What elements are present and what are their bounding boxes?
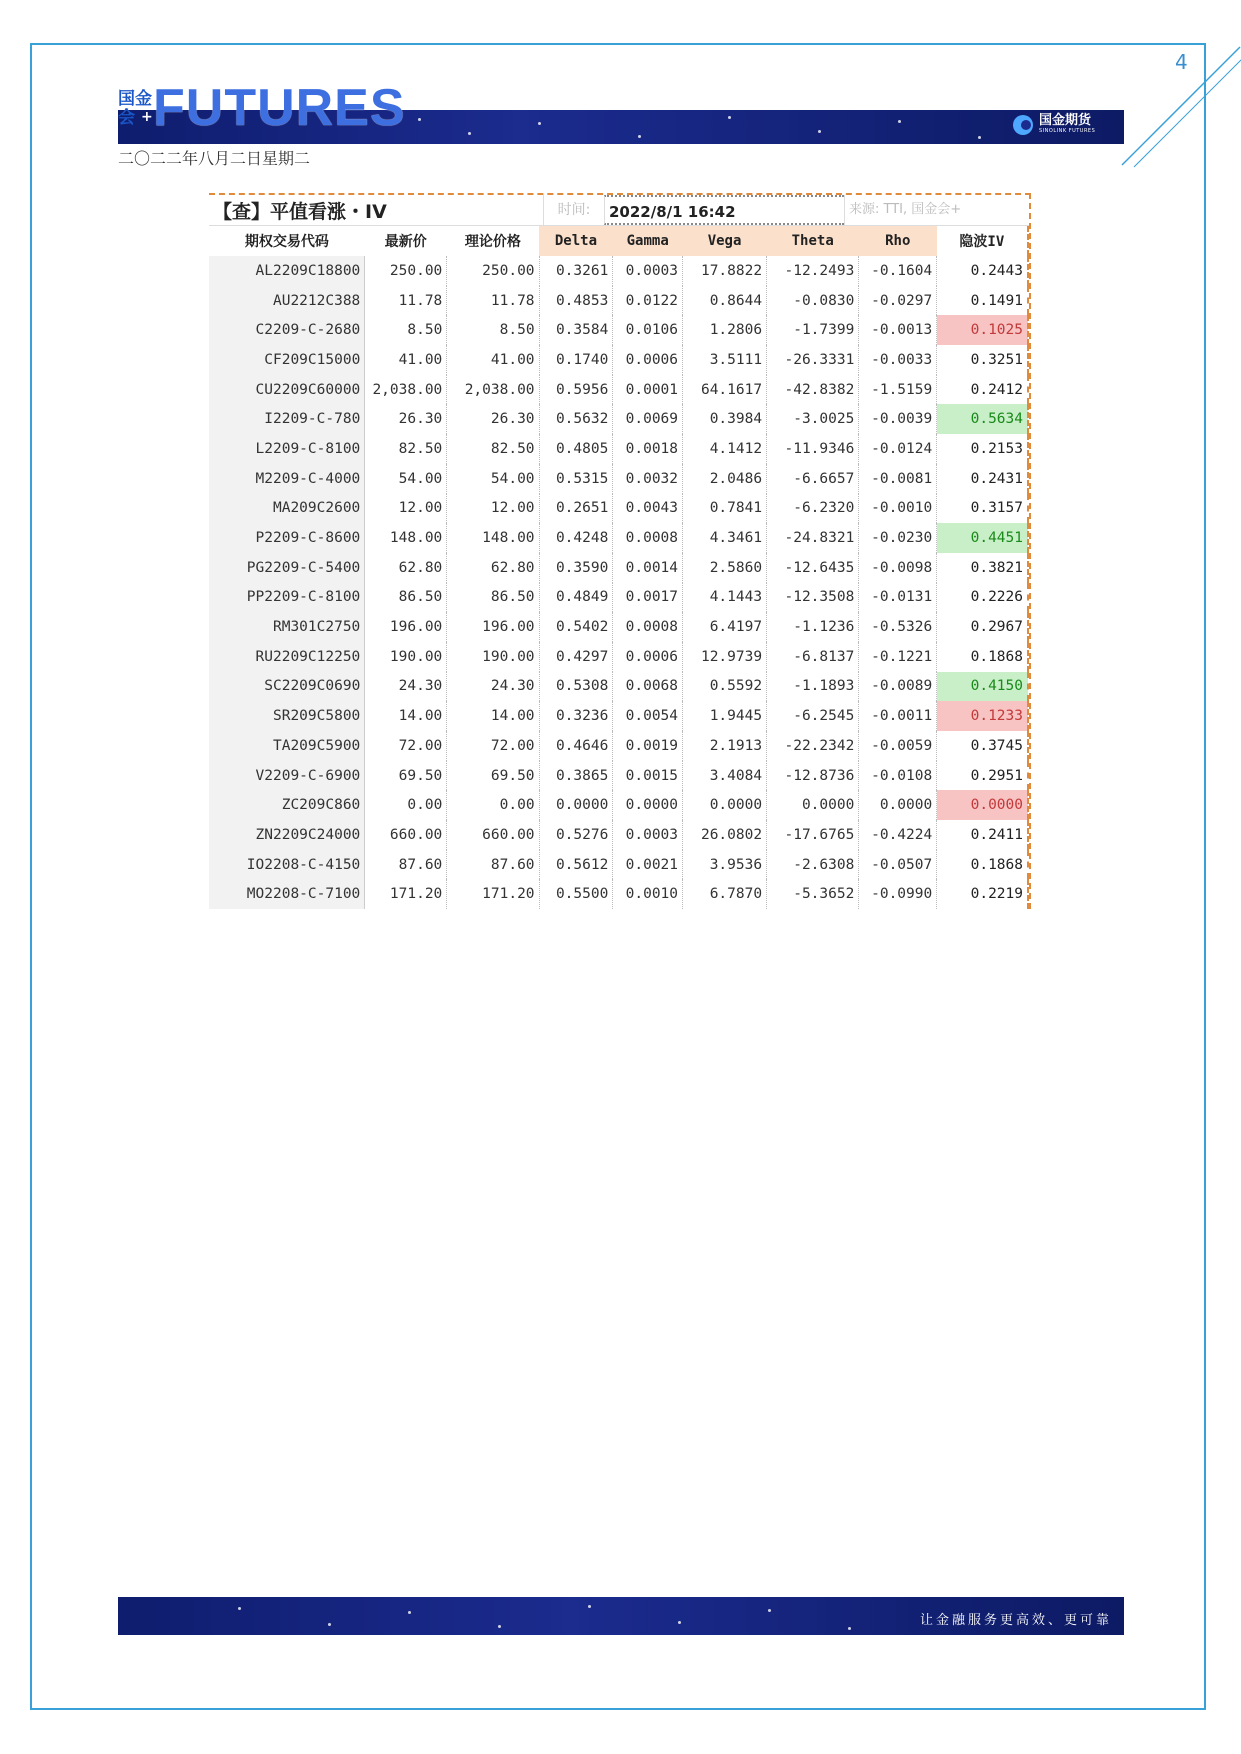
- cell-last: 12.00: [365, 494, 447, 524]
- cell-gamma: 0.0032: [613, 464, 683, 494]
- cell-delta: 0.4853: [539, 286, 613, 316]
- cell-iv: 0.1025: [937, 315, 1028, 345]
- cell-rho: -0.0131: [859, 583, 937, 613]
- cell-vega: 17.8822: [683, 256, 767, 286]
- cell-iv: 0.4150: [937, 672, 1028, 702]
- cell-gamma: 0.0015: [613, 761, 683, 791]
- cell-rho: -0.0297: [859, 286, 937, 316]
- cell-vega: 1.9445: [683, 701, 767, 731]
- cell-last: 2,038.00: [365, 375, 447, 405]
- cell-vega: 0.7841: [683, 494, 767, 524]
- cell-theta: 0.0000: [767, 790, 859, 820]
- cell-iv: 0.1491: [937, 286, 1028, 316]
- cell-theo: 72.00: [447, 731, 539, 761]
- cell-last: 87.60: [365, 850, 447, 880]
- cell-theo: 0.00: [447, 790, 539, 820]
- table-row: [209, 790, 1028, 820]
- cell-theo: 62.80: [447, 553, 539, 583]
- cell-iv: 0.1868: [937, 642, 1028, 672]
- cell-gamma: 0.0010: [613, 879, 683, 909]
- cell-theta: -12.3508: [767, 583, 859, 613]
- cell-rho: -0.0059: [859, 731, 937, 761]
- table-row: [209, 315, 1028, 345]
- table-row: [209, 820, 1028, 850]
- cell-iv: 0.2219: [937, 879, 1028, 909]
- cell-vega: 6.7870: [683, 879, 767, 909]
- cell-last: 11.78: [365, 286, 447, 316]
- cell-theo: 250.00: [447, 256, 539, 286]
- cell-last: 148.00: [365, 523, 447, 553]
- cell-theo: 82.50: [447, 434, 539, 464]
- time-label: 时间:: [543, 195, 604, 225]
- cell-delta: 0.5315: [539, 464, 613, 494]
- cell-gamma: 0.0069: [613, 404, 683, 434]
- cell-iv: 0.0000: [937, 790, 1028, 820]
- cell-delta: 0.5402: [539, 612, 613, 642]
- cell-theo: 11.78: [447, 286, 539, 316]
- cell-theta: -6.8137: [767, 642, 859, 672]
- cell-iv: 0.5634: [937, 404, 1028, 434]
- cell-theo: 171.20: [447, 879, 539, 909]
- cell-theo: 24.30: [447, 672, 539, 702]
- cell-delta: 0.3236: [539, 701, 613, 731]
- cell-theta: -6.2320: [767, 494, 859, 524]
- cell-last: 14.00: [365, 701, 447, 731]
- cell-vega: 4.1443: [683, 583, 767, 613]
- cell-iv: 0.1233: [937, 701, 1028, 731]
- cell-last: 86.50: [365, 583, 447, 613]
- panel-title: 【查】平值看涨・IV: [213, 200, 387, 223]
- cell-vega: 4.1412: [683, 434, 767, 464]
- cell-code: M2209-C-4000: [209, 464, 365, 494]
- cell-gamma: 0.0043: [613, 494, 683, 524]
- cell-iv: 0.1868: [937, 850, 1028, 880]
- cell-iv: 0.2153: [937, 434, 1028, 464]
- cell-code: P2209-C-8600: [209, 523, 365, 553]
- cell-theta: -6.6657: [767, 464, 859, 494]
- cell-vega: 26.0802: [683, 820, 767, 850]
- cell-delta: 0.4297: [539, 642, 613, 672]
- cell-code: I2209-C-780: [209, 404, 365, 434]
- cell-rho: -0.5326: [859, 612, 937, 642]
- cell-theta: -1.7399: [767, 315, 859, 345]
- cell-last: 24.30: [365, 672, 447, 702]
- cell-rho: -0.0098: [859, 553, 937, 583]
- cell-gamma: 0.0001: [613, 375, 683, 405]
- cell-iv: 0.2431: [937, 464, 1028, 494]
- corner-decoration: [1120, 45, 1241, 170]
- table-row: [209, 642, 1028, 672]
- table-row: [209, 553, 1028, 583]
- cell-gamma: 0.0008: [613, 523, 683, 553]
- cell-code: CF209C15000: [209, 345, 365, 375]
- cell-theta: -12.6435: [767, 553, 859, 583]
- cell-code: V2209-C-6900: [209, 761, 365, 791]
- cell-gamma: 0.0006: [613, 345, 683, 375]
- cell-code: ZC209C860: [209, 790, 365, 820]
- cell-iv: 0.2226: [937, 583, 1028, 613]
- cell-code: L2209-C-8100: [209, 434, 365, 464]
- cell-delta: 0.1740: [539, 345, 613, 375]
- cell-delta: 0.4646: [539, 731, 613, 761]
- cell-vega: 4.3461: [683, 523, 767, 553]
- cell-delta: 0.5308: [539, 672, 613, 702]
- report-date: 二〇二二年八月二日星期二: [118, 149, 311, 168]
- cell-vega: 2.1913: [683, 731, 767, 761]
- iv-table: [209, 226, 1029, 909]
- table-row: [209, 672, 1028, 702]
- cell-vega: 0.8644: [683, 286, 767, 316]
- cell-last: 196.00: [365, 612, 447, 642]
- cell-vega: 2.0486: [683, 464, 767, 494]
- table-row: [209, 612, 1028, 642]
- cell-rho: 0.0000: [859, 790, 937, 820]
- cell-iv: 0.4451: [937, 523, 1028, 553]
- cell-theta: -11.9346: [767, 434, 859, 464]
- cell-theo: 54.00: [447, 464, 539, 494]
- cell-iv: 0.3157: [937, 494, 1028, 524]
- cell-theta: -26.3331: [767, 345, 859, 375]
- cell-last: 62.80: [365, 553, 447, 583]
- brand-plus: +: [141, 109, 153, 125]
- cell-last: 0.00: [365, 790, 447, 820]
- table-row: [209, 701, 1028, 731]
- cell-theta: -22.2342: [767, 731, 859, 761]
- cell-code: AU2212C388: [209, 286, 365, 316]
- sinolink-logo: [1013, 114, 1095, 135]
- cell-last: 54.00: [365, 464, 447, 494]
- cell-theta: -12.2493: [767, 256, 859, 286]
- col-header-gamma: Gamma: [613, 226, 683, 256]
- cell-theo: 86.50: [447, 583, 539, 613]
- table-row: [209, 286, 1028, 316]
- cell-last: 8.50: [365, 315, 447, 345]
- cell-gamma: 0.0017: [613, 583, 683, 613]
- cell-theo: 87.60: [447, 850, 539, 880]
- cell-theta: -1.1236: [767, 612, 859, 642]
- cell-gamma: 0.0008: [613, 612, 683, 642]
- cell-delta: 0.5276: [539, 820, 613, 850]
- table-row: [209, 256, 1028, 286]
- cell-gamma: 0.0006: [613, 642, 683, 672]
- cell-delta: 0.4248: [539, 523, 613, 553]
- cell-rho: -1.5159: [859, 375, 937, 405]
- cell-gamma: 0.0014: [613, 553, 683, 583]
- cell-rho: -0.1604: [859, 256, 937, 286]
- cell-theta: -6.2545: [767, 701, 859, 731]
- cell-code: PG2209-C-5400: [209, 553, 365, 583]
- cell-delta: 0.3865: [539, 761, 613, 791]
- table-row: [209, 345, 1028, 375]
- cell-vega: 12.9739: [683, 642, 767, 672]
- cell-delta: 0.4805: [539, 434, 613, 464]
- cell-theta: -5.3652: [767, 879, 859, 909]
- cell-rho: -0.0033: [859, 345, 937, 375]
- cell-rho: -0.0081: [859, 464, 937, 494]
- table-row: [209, 523, 1028, 553]
- cell-last: 250.00: [365, 256, 447, 286]
- cell-vega: 3.9536: [683, 850, 767, 880]
- cell-delta: 0.4849: [539, 583, 613, 613]
- footer-banner: [118, 1597, 1124, 1635]
- cell-code: MO2208-C-7100: [209, 879, 365, 909]
- cell-last: 26.30: [365, 404, 447, 434]
- page-number: 4: [1175, 50, 1188, 74]
- table-header-row: [209, 226, 1028, 256]
- cell-vega: 1.2806: [683, 315, 767, 345]
- cell-theo: 14.00: [447, 701, 539, 731]
- cell-gamma: 0.0018: [613, 434, 683, 464]
- logo-mark-icon: [1013, 115, 1033, 135]
- table-row: [209, 375, 1028, 405]
- cell-code: SR209C5800: [209, 701, 365, 731]
- cell-delta: 0.5500: [539, 879, 613, 909]
- cell-rho: -0.0089: [859, 672, 937, 702]
- cell-code: ZN2209C24000: [209, 820, 365, 850]
- cell-theta: -3.0025: [767, 404, 859, 434]
- cell-gamma: 0.0122: [613, 286, 683, 316]
- source-label: 来源: TTI, 国金会+: [844, 195, 1029, 225]
- cell-gamma: 0.0054: [613, 701, 683, 731]
- cell-code: SC2209C0690: [209, 672, 365, 702]
- cell-last: 41.00: [365, 345, 447, 375]
- cell-rho: -0.0230: [859, 523, 937, 553]
- cell-theo: 26.30: [447, 404, 539, 434]
- cell-vega: 6.4197: [683, 612, 767, 642]
- brand-futures: FUTURES: [153, 79, 406, 137]
- cell-gamma: 0.0068: [613, 672, 683, 702]
- cell-vega: 3.4084: [683, 761, 767, 791]
- cell-iv: 0.2967: [937, 612, 1028, 642]
- cell-gamma: 0.0000: [613, 790, 683, 820]
- cell-vega: 0.3984: [683, 404, 767, 434]
- cell-delta: 0.2651: [539, 494, 613, 524]
- col-header-last: 最新价: [365, 226, 447, 256]
- cell-iv: 0.2443: [937, 256, 1028, 286]
- cell-iv: 0.3821: [937, 553, 1028, 583]
- cell-theo: 190.00: [447, 642, 539, 672]
- panel-title-row: [209, 195, 1029, 226]
- table-row: [209, 731, 1028, 761]
- cell-theta: -17.6765: [767, 820, 859, 850]
- cell-theo: 196.00: [447, 612, 539, 642]
- cell-last: 660.00: [365, 820, 447, 850]
- cell-theo: 69.50: [447, 761, 539, 791]
- cell-iv: 0.3251: [937, 345, 1028, 375]
- cell-code: TA209C5900: [209, 731, 365, 761]
- cell-theta: -0.0830: [767, 286, 859, 316]
- cell-vega: 0.0000: [683, 790, 767, 820]
- table-row: [209, 404, 1028, 434]
- cell-vega: 64.1617: [683, 375, 767, 405]
- table-row: [209, 761, 1028, 791]
- cell-theo: 8.50: [447, 315, 539, 345]
- table-row: [209, 494, 1028, 524]
- cell-last: 72.00: [365, 731, 447, 761]
- cell-delta: 0.3584: [539, 315, 613, 345]
- col-header-delta: Delta: [539, 226, 613, 256]
- col-header-theta: Theta: [767, 226, 859, 256]
- cell-delta: 0.5632: [539, 404, 613, 434]
- cell-code: IO2208-C-4150: [209, 850, 365, 880]
- cell-gamma: 0.0021: [613, 850, 683, 880]
- cell-delta: 0.0000: [539, 790, 613, 820]
- col-header-vega: Vega: [683, 226, 767, 256]
- cell-rho: -0.0507: [859, 850, 937, 880]
- table-row: [209, 850, 1028, 880]
- cell-theo: 660.00: [447, 820, 539, 850]
- cell-theo: 41.00: [447, 345, 539, 375]
- col-header-iv: 隐波IV: [937, 226, 1028, 256]
- cell-vega: 0.5592: [683, 672, 767, 702]
- cell-theta: -2.6308: [767, 850, 859, 880]
- cell-gamma: 0.0106: [613, 315, 683, 345]
- cell-rho: -0.0124: [859, 434, 937, 464]
- table-row: [209, 879, 1028, 909]
- cell-delta: 0.5956: [539, 375, 613, 405]
- cell-iv: 0.2412: [937, 375, 1028, 405]
- cell-rho: -0.0011: [859, 701, 937, 731]
- col-header-theo: 理论价格: [447, 226, 539, 256]
- iv-panel: [209, 193, 1031, 909]
- cell-rho: -0.0108: [859, 761, 937, 791]
- cell-rho: -0.4224: [859, 820, 937, 850]
- cell-last: 171.20: [365, 879, 447, 909]
- cell-last: 82.50: [365, 434, 447, 464]
- cell-gamma: 0.0003: [613, 256, 683, 286]
- col-header-rho: Rho: [859, 226, 937, 256]
- cell-code: CU2209C60000: [209, 375, 365, 405]
- cell-theo: 12.00: [447, 494, 539, 524]
- cell-iv: 0.2951: [937, 761, 1028, 791]
- cell-rho: -0.0039: [859, 404, 937, 434]
- cell-rho: -0.1221: [859, 642, 937, 672]
- cell-gamma: 0.0003: [613, 820, 683, 850]
- cell-vega: 2.5860: [683, 553, 767, 583]
- col-header-code: 期权交易代码: [209, 226, 365, 256]
- cell-last: 190.00: [365, 642, 447, 672]
- cell-code: C2209-C-2680: [209, 315, 365, 345]
- cell-theta: -1.1893: [767, 672, 859, 702]
- cell-theta: -12.8736: [767, 761, 859, 791]
- brand-cn-text: 国金会: [118, 89, 152, 128]
- cell-delta: 0.3261: [539, 256, 613, 286]
- cell-delta: 0.5612: [539, 850, 613, 880]
- table-row: [209, 464, 1028, 494]
- time-value: 2022/8/1 16:42: [604, 195, 844, 225]
- cell-theta: -24.8321: [767, 523, 859, 553]
- logo-name: 国金期货: [1039, 113, 1092, 128]
- cell-vega: 3.5111: [683, 345, 767, 375]
- footer-slogan: 让金融服务更高效、更可靠: [919, 1613, 1112, 1628]
- cell-rho: -0.0013: [859, 315, 937, 345]
- cell-gamma: 0.0019: [613, 731, 683, 761]
- table-row: [209, 434, 1028, 464]
- cell-theta: -42.8382: [767, 375, 859, 405]
- cell-iv: 0.2411: [937, 820, 1028, 850]
- table-row: [209, 583, 1028, 613]
- cell-iv: 0.3745: [937, 731, 1028, 761]
- cell-rho: -0.0010: [859, 494, 937, 524]
- cell-last: 69.50: [365, 761, 447, 791]
- cell-code: AL2209C18800: [209, 256, 365, 286]
- cell-theo: 2,038.00: [447, 375, 539, 405]
- cell-code: RM301C2750: [209, 612, 365, 642]
- cell-delta: 0.3590: [539, 553, 613, 583]
- cell-code: RU2209C12250: [209, 642, 365, 672]
- cell-code: PP2209-C-8100: [209, 583, 365, 613]
- logo-sub: SINOLINK FUTURES: [1039, 128, 1096, 134]
- cell-theo: 148.00: [447, 523, 539, 553]
- cell-code: MA209C2600: [209, 494, 365, 524]
- cell-rho: -0.0990: [859, 879, 937, 909]
- iv-table-body: [209, 256, 1028, 909]
